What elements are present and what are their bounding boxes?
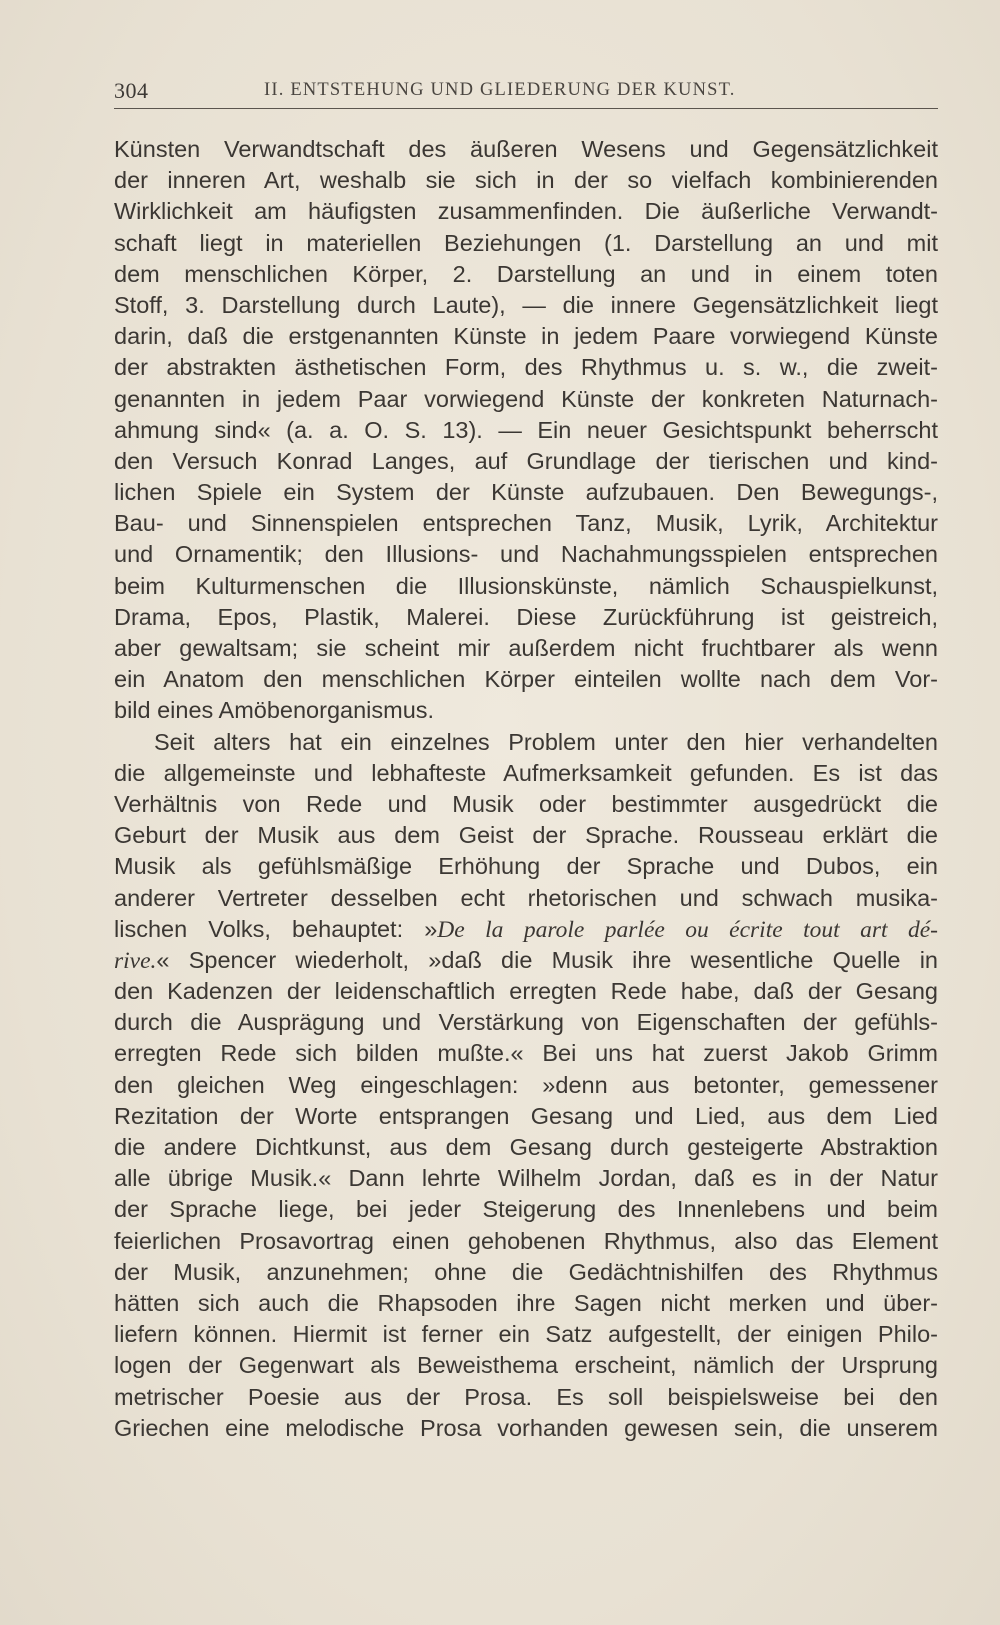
text-segment: « Spencer wiederholt, »daß die Musik ihre wesentliche Quelle in (156, 946, 938, 973)
text-line: aber gewaltsam; sie scheint mir außerdem nicht fruchtbarer als wenn (114, 635, 938, 661)
text-line: und Ornamentik; den Illusions- und Nachahmungsspielen entsprechen (114, 541, 938, 568)
text-line: genannten in jedem Paar vorwiegend Künste der konkreten Naturnach- (114, 385, 938, 412)
text-line: den gleichen Weg eingeschlagen: »denn aus betonter, gemessener (114, 1071, 938, 1098)
text-segment: lischen Volks, behauptet: » (114, 915, 438, 942)
text-line: die allgemeinste und lebhafteste Aufmerksamkeit gefunden. Es ist das (114, 759, 938, 786)
text-line: alle übrige Musik.« Dann lehrte Wilhelm Jordan, daß es in der Natur (114, 1165, 938, 1192)
text-line: Geburt der Musik aus dem Geist der Sprache. Rousseau erklärt die (114, 822, 938, 849)
text-line: ein Anatom den menschlichen Körper einteilen wollte nach dem Vor- (114, 666, 938, 693)
text-line: erregten Rede sich bilden mußte.« Bei uns hat zuerst Jakob Grimm (114, 1040, 938, 1067)
text-line: bild eines Amöbenorganismus. (114, 697, 435, 724)
text-line: Seit alters hat ein einzelnes Problem unter den hier verhandelten (154, 728, 938, 755)
text-line-with-quote (114, 914, 938, 945)
text-line: Musik als gefühlsmäßige Erhöhung der Sprache und Dubos, ein (114, 853, 938, 880)
text-line: darin, daß die erstgenannten Künste in jedem Paare vorwiegend Künste (114, 323, 938, 350)
text-line: der Sprache liege, bei jeder Steigerung des Innenlebens und beim (114, 1196, 938, 1223)
text-line: der Musik, anzunehmen; ohne die Gedächtnishilfen des Rhythmus (114, 1258, 938, 1285)
text-line: Stoff, 3. Darstellung durch Laute), — die innere Gegensätzlichkeit liegt (114, 291, 938, 318)
text-line: Künsten Verwandtschaft des äußeren Wesens und Gegensätzlichkeit (114, 136, 938, 162)
page-number: 304 (114, 78, 149, 103)
text-line: die andere Dichtkunst, aus dem Gesang durch gesteigerte Abstraktion (114, 1134, 938, 1160)
running-head: II. ENTSTEHUNG UND GLIEDERUNG DER KUNST. (264, 80, 736, 100)
text-line: Verhältnis von Rede und Musik oder bestimmter ausgedrückt die (114, 790, 938, 817)
text-line: schaft liegt in materiellen Beziehungen (1. Darstellung an und mit (114, 229, 938, 256)
text-line: metrischer Poesie aus der Prosa. Es soll beispielsweise bei den (114, 1383, 938, 1410)
text-line: der abstrakten ästhetischen Form, des Rhythmus u. s. w., die zweit- (114, 354, 938, 381)
text-line: Griechen eine melodische Prosa vorhanden gewesen sein, die unserem (114, 1414, 938, 1441)
text-line: anderer Vertreter desselben echt rhetorischen und schwach musika- (114, 884, 938, 911)
text-line: ahmung sind« (a. a. O. S. 13). — Ein neuer Gesichtspunkt beherrscht (114, 416, 938, 443)
text-line: lichen Spiele ein System der Künste aufzubauen. Den Bewegungs-, (114, 479, 938, 506)
text-line: beim Kulturmenschen die Illusionskünste, nämlich Schauspielkunst, (114, 572, 938, 599)
text-line: durch die Ausprägung und Verstärkung von Eigenschaften der gefühls- (114, 1009, 938, 1036)
text-line: Bau- und Sinnenspielen entsprechen Tanz, Musik, Lyrik, Architektur (114, 510, 938, 537)
text-line-with-quote (114, 945, 938, 976)
text-line: liefern können. Hiermit ist ferner ein Satz aufgestellt, der einigen Philo- (114, 1321, 938, 1348)
text-line: feierlichen Prosavortrag einen gehobenen Rhythmus, also das Element (114, 1227, 938, 1254)
page-header (114, 74, 938, 109)
italic-quote: rive. (114, 947, 157, 974)
text-line: hätten sich auch die Rhapsoden ihre Sagen nicht merken und über- (114, 1289, 938, 1316)
text-line: den Versuch Konrad Langes, auf Grundlage der tierischen und kind- (114, 447, 938, 474)
text-line: Wirklichkeit am häufigsten zusammenfinden. Die äußerliche Verwandt- (114, 198, 938, 225)
text-line: dem menschlichen Körper, 2. Darstellung an und in einem toten (114, 260, 938, 287)
italic-quote: De la parole parlée ou écrite tout art dé- (437, 916, 938, 943)
text-line: logen der Gegenwart als Beweisthema erscheint, nämlich der Ursprung (114, 1352, 938, 1379)
body-text (114, 134, 938, 1444)
text-line: Rezitation der Worte entsprangen Gesang und Lied, aus dem Lied (114, 1102, 938, 1129)
text-line: Drama, Epos, Plastik, Malerei. Diese Zurückführung ist geistreich, (114, 603, 938, 630)
text-line: den Kadenzen der leidenschaftlich erregten Rede habe, daß der Gesang (114, 978, 938, 1005)
text-line: der inneren Art, weshalb sie sich in der so vielfach kombinierenden (114, 167, 938, 194)
